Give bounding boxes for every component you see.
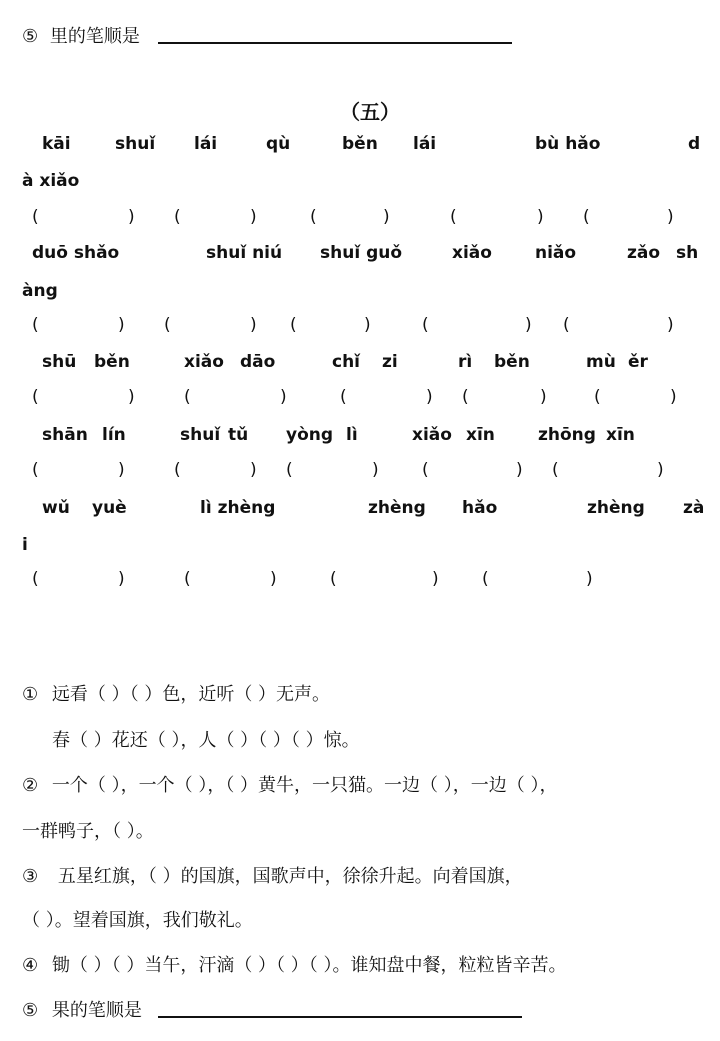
paren-close: )	[383, 207, 390, 227]
pinyin: dāo	[240, 352, 276, 372]
question-number: ②	[22, 775, 39, 796]
paren-open: (	[594, 387, 601, 407]
pinyin: zi	[382, 352, 398, 372]
question-text: 五星红旗，（ ）的国旗，国歌声中，徐徐升起。向着国旗，	[57, 866, 523, 887]
paren-open: (	[422, 460, 429, 480]
pinyin: shū	[42, 352, 77, 372]
pinyin: qù	[266, 134, 291, 154]
pinyin: shuǐ	[180, 425, 221, 445]
pinyin: shuǐ	[115, 134, 156, 154]
question-text: 远看（ ）（ ）色，近听（ ）无声。	[51, 684, 331, 705]
paren-close: )	[118, 460, 125, 480]
paren-open: (	[184, 387, 191, 407]
pinyin: ěr	[628, 352, 648, 372]
paren-close: )	[250, 207, 257, 227]
pinyin: lì zhèng	[200, 498, 276, 518]
paren-close: )	[118, 569, 125, 589]
pinyin: tǔ	[228, 425, 249, 445]
pinyin: chǐ	[332, 352, 361, 372]
paren-close: )	[270, 569, 277, 589]
answer-line	[158, 1016, 522, 1018]
question-number: ①	[22, 684, 39, 705]
paren-open: (	[184, 569, 191, 589]
pinyin: duō shǎo	[32, 243, 120, 263]
question-text: 果的笔顺是	[51, 1000, 142, 1021]
q1-line-2: 春（ ）花还（ ），人（ ）（ ）（ ）惊。	[52, 730, 360, 751]
paren-open: (	[462, 387, 469, 407]
pinyin: zà	[683, 498, 705, 518]
q4-line-1	[22, 951, 566, 977]
paren-open: (	[286, 460, 293, 480]
paren-open: (	[330, 569, 337, 589]
question-text: 里的笔顺是	[49, 26, 140, 47]
q3-line-1	[22, 862, 523, 888]
question-number: ⑤	[22, 1000, 39, 1021]
paren-open: (	[340, 387, 347, 407]
paren-close: )	[540, 387, 547, 407]
paren-close: )	[118, 315, 125, 335]
pinyin: yòng	[286, 425, 334, 445]
paren-close: )	[516, 460, 523, 480]
pinyin: xīn	[466, 425, 495, 445]
paren-open: (	[450, 207, 457, 227]
paren-close: )	[426, 387, 433, 407]
pinyin: yuè	[92, 498, 127, 518]
pinyin: lì	[346, 425, 358, 445]
pinyin: sh	[676, 243, 699, 263]
pinyin: xiǎo	[184, 352, 224, 372]
q5-bottom	[22, 996, 142, 1022]
pinyin: hǎo	[462, 498, 498, 518]
paren-close: )	[250, 315, 257, 335]
paren-close: )	[537, 207, 544, 227]
paren-close: )	[364, 315, 371, 335]
q2-line-2: 一群鸭子，（ ）。	[22, 821, 154, 842]
pinyin: mù	[586, 352, 616, 372]
paren-close: )	[128, 387, 135, 407]
pinyin: lái	[194, 134, 218, 154]
paren-open: (	[164, 315, 171, 335]
pinyin: àng	[22, 281, 58, 301]
paren-open: (	[552, 460, 559, 480]
paren-open: (	[482, 569, 489, 589]
pinyin: d	[688, 134, 701, 154]
paren-close: )	[657, 460, 664, 480]
paren-close: )	[128, 207, 135, 227]
question-text: 一个（ ），一个（ ），（ ）黄牛，一只猫。一边（ ），一边（ ），	[51, 775, 558, 796]
paren-open: (	[32, 569, 39, 589]
pinyin: zhèng	[587, 498, 645, 518]
pinyin: běn	[342, 134, 378, 154]
paren-open: (	[174, 207, 181, 227]
pinyin: xiǎo	[412, 425, 452, 445]
paren-open: (	[32, 387, 39, 407]
paren-open: (	[563, 315, 570, 335]
question-number: ⑤	[22, 26, 39, 47]
section-title: （五）	[340, 100, 400, 124]
paren-open: (	[290, 315, 297, 335]
paren-open: (	[32, 460, 39, 480]
pinyin: lái	[413, 134, 437, 154]
pinyin: rì	[458, 352, 473, 372]
pinyin: zhōng	[538, 425, 596, 445]
pinyin: zǎo	[627, 243, 661, 263]
paren-close: )	[432, 569, 439, 589]
paren-open: (	[32, 315, 39, 335]
paren-close: )	[586, 569, 593, 589]
q3-line-2: （ ）。望着国旗，我们敬礼。	[22, 910, 253, 931]
pinyin: xiǎo	[452, 243, 492, 263]
paren-open: (	[583, 207, 590, 227]
q2-line-1	[22, 771, 557, 797]
pinyin: běn	[494, 352, 530, 372]
pinyin: bù hǎo	[535, 134, 601, 154]
paren-open: (	[422, 315, 429, 335]
pinyin: shuǐ niú	[206, 243, 283, 263]
q1-line-1	[22, 680, 330, 706]
pinyin: lín	[102, 425, 126, 445]
pinyin: i	[22, 535, 28, 555]
paren-close: )	[667, 207, 674, 227]
paren-close: )	[667, 315, 674, 335]
paren-close: )	[250, 460, 257, 480]
question-text: 锄（ ）（ ）当午，汗滴（ ）（ ）（ ）。谁知盘中餐，粒粒皆辛苦。	[51, 955, 567, 976]
pinyin: zhèng	[368, 498, 426, 518]
pinyin: à xiǎo	[22, 171, 80, 191]
pinyin: wǔ	[42, 498, 70, 518]
q5-top	[22, 22, 140, 48]
question-number: ④	[22, 955, 39, 976]
pinyin: shān	[42, 425, 88, 445]
pinyin: kāi	[42, 134, 71, 154]
paren-close: )	[670, 387, 677, 407]
paren-close: )	[372, 460, 379, 480]
paren-open: (	[32, 207, 39, 227]
paren-open: (	[174, 460, 181, 480]
paren-close: )	[280, 387, 287, 407]
pinyin: niǎo	[535, 243, 577, 263]
paren-close: )	[525, 315, 532, 335]
question-number: ③	[22, 866, 39, 887]
pinyin: shuǐ guǒ	[320, 243, 403, 263]
pinyin: běn	[94, 352, 130, 372]
pinyin: xīn	[606, 425, 635, 445]
paren-open: (	[310, 207, 317, 227]
answer-line	[158, 42, 512, 44]
